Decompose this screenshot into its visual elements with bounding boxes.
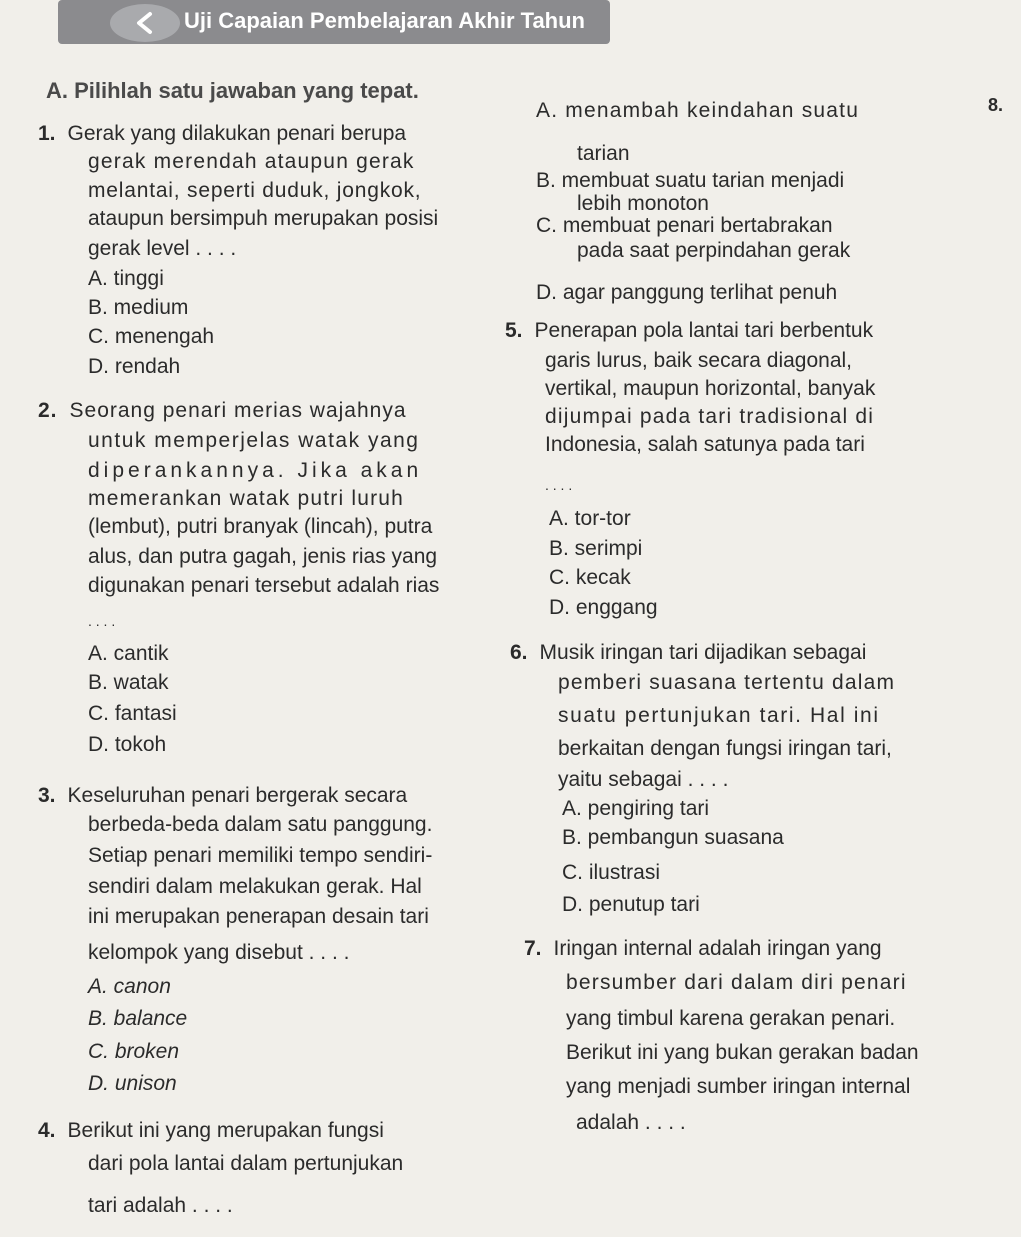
answer-option[interactable]: C. menengah <box>88 325 215 348</box>
question-6-stem-line: pemberi suasana tertentu dalam <box>558 671 896 694</box>
answer-option[interactable]: D. tokoh <box>88 733 167 756</box>
answer-option[interactable]: B. membuat suatu tarian menjadi <box>536 169 845 192</box>
back-arrow-icon[interactable] <box>110 4 180 42</box>
question-2-stem-line: alus, dan putra gagah, jenis rias yang <box>88 545 438 568</box>
answer-option[interactable]: D. agar panggung terlihat penuh <box>536 281 838 304</box>
question-2-stem-line: . . . . <box>88 613 116 629</box>
question-4-stem-line: tari adalah . . . . <box>88 1194 233 1217</box>
answer-option[interactable]: B. pembangun suasana <box>562 826 784 849</box>
question-number: 2. <box>38 399 58 422</box>
question-7-stem-line: Berikut ini yang bukan gerakan badan <box>566 1041 919 1064</box>
answer-option[interactable]: C. ilustrasi <box>562 861 661 884</box>
answer-option-continued: pada saat perpindahan gerak <box>577 239 851 262</box>
question-number: 6. <box>510 641 528 664</box>
answer-option[interactable]: A. tinggi <box>88 267 164 290</box>
question-1-stem-line: gerak level . . . . <box>88 237 237 260</box>
question-2-stem-line: diperankannya. Jika akan <box>88 459 423 482</box>
answer-option[interactable]: A. tor-tor <box>549 507 631 530</box>
answer-option[interactable]: C. fantasi <box>88 702 177 725</box>
question-6-stem-line: 6. Musik iringan tari dijadikan sebagai <box>510 641 867 664</box>
question-5-stem-line: garis lurus, baik secara diagonal, <box>545 349 853 372</box>
question-3-stem-line: ini merupakan penerapan desain tari <box>88 905 429 928</box>
answer-option[interactable]: D. unison <box>88 1072 177 1095</box>
question-5-stem-line: . . . . <box>545 477 573 493</box>
question-7-stem-line: 7. Iringan internal adalah iringan yang <box>524 937 882 960</box>
question-3-stem-line: Setiap penari memiliki tempo sendiri- <box>88 844 433 867</box>
answer-option[interactable]: A. canon <box>88 975 171 998</box>
question-3-stem-line: 3. Keseluruhan penari bergerak secara <box>38 784 408 807</box>
question-6-stem-line: yaitu sebagai . . . . <box>558 768 729 791</box>
question-3-stem-line: berbeda-beda dalam satu panggung. <box>88 813 433 836</box>
answer-option[interactable]: C. broken <box>88 1040 180 1063</box>
header-banner <box>58 0 610 44</box>
question-number: 1. <box>38 122 56 145</box>
question-2-stem-line: memerankan watak putri luruh <box>88 487 405 510</box>
answer-option[interactable]: B. serimpi <box>549 537 643 560</box>
question-1-stem-line: 1. Gerak yang dilakukan penari berupa <box>38 122 407 145</box>
question-6-stem-line: suatu pertunjukan tari. Hal ini <box>558 704 880 727</box>
question-3-stem-line: kelompok yang disebut . . . . <box>88 941 350 964</box>
question-6-stem-line: berkaitan dengan fungsi iringan tari, <box>558 737 892 760</box>
question-1-stem-line: melantai, seperti duduk, jongkok, <box>88 179 422 202</box>
question-4-stem-line: dari pola lantai dalam pertunjukan <box>88 1152 404 1175</box>
question-7-stem-line: bersumber dari dalam diri penari <box>566 971 907 994</box>
answer-option[interactable]: B. medium <box>88 296 189 319</box>
answer-option[interactable]: B. balance <box>88 1007 188 1030</box>
answer-option[interactable]: D. rendah <box>88 355 181 378</box>
answer-option[interactable]: A. pengiring tari <box>562 797 710 820</box>
answer-option[interactable]: D. enggang <box>549 596 658 619</box>
question-2-stem-line: untuk memperjelas watak yang <box>88 429 420 452</box>
question-7-stem-line: yang timbul karena gerakan penari. <box>566 1007 896 1030</box>
answer-option-continued: tarian <box>577 142 630 165</box>
question-5-stem-line: 5. Penerapan pola lantai tari berbentuk <box>505 319 874 342</box>
answer-option-continued: lebih monoton <box>577 192 709 215</box>
answer-option[interactable]: C. membuat penari bertabrakan <box>536 214 833 237</box>
answer-option[interactable]: A. cantik <box>88 642 169 665</box>
question-number: 5. <box>505 319 523 342</box>
question-7-stem-line: adalah . . . . <box>576 1111 686 1134</box>
question-4-stem-line: 4. Berikut ini yang merupakan fungsi <box>38 1119 384 1142</box>
question-number: 7. <box>524 937 542 960</box>
question-number: 3. <box>38 784 56 807</box>
question-2-stem-line: 2. Seorang penari merias wajahnya <box>38 399 407 422</box>
answer-option[interactable]: D. penutup tari <box>562 893 700 916</box>
question-5-stem-line: vertikal, maupun horizontal, banyak <box>545 377 876 400</box>
answer-option[interactable]: A. menambah keindahan suatu <box>536 99 860 122</box>
question-number: 4. <box>38 1119 56 1142</box>
section-title: A. Pilihlah satu jawaban yang tepat. <box>46 78 419 103</box>
question-1-stem-line: ataupun bersimpuh merupakan posisi <box>88 207 439 230</box>
question-7-stem-line: yang menjadi sumber iringan internal <box>566 1075 911 1098</box>
question-3-stem-line: sendiri dalam melakukan gerak. Hal <box>88 875 422 898</box>
question-1-stem-line: gerak merendah ataupun gerak <box>88 150 415 173</box>
question-5-stem-line: Indonesia, salah satunya pada tari <box>545 433 865 456</box>
page-mark: 8. <box>988 95 1004 115</box>
question-2-stem-line: (lembut), putri branyak (lincah), putra <box>88 515 433 538</box>
answer-option[interactable]: C. kecak <box>549 566 631 589</box>
answer-option[interactable]: B. watak <box>88 671 169 694</box>
question-5-stem-line: dijumpai pada tari tradisional di <box>545 405 875 428</box>
page-title: Uji Capaian Pembelajaran Akhir Tahun <box>184 8 585 33</box>
question-2-stem-line: digunakan penari tersebut adalah rias <box>88 574 440 597</box>
